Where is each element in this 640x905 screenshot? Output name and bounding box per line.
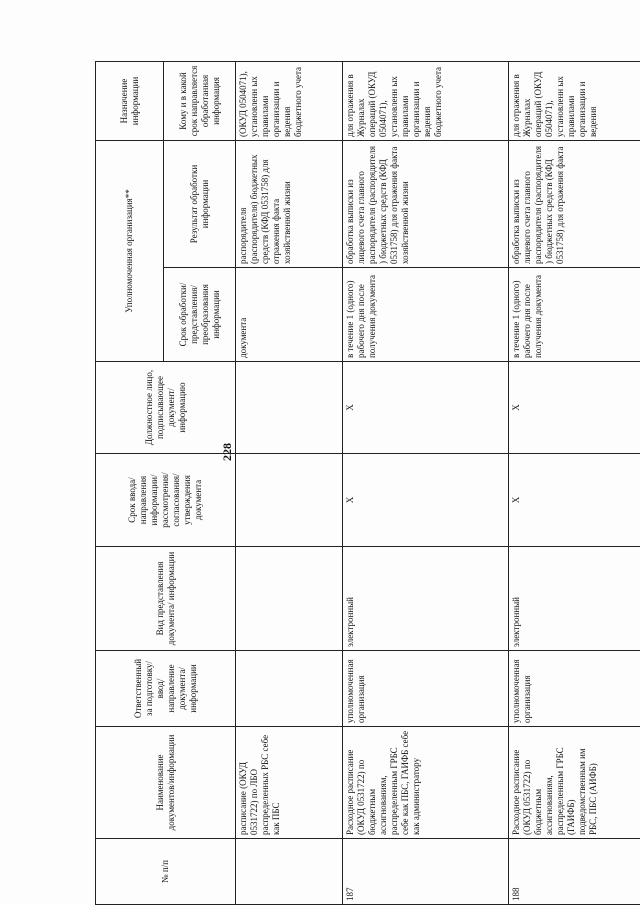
rotated-sheet bbox=[95, 0, 598, 905]
row-form: электронный bbox=[343, 547, 509, 651]
row-destination: для отражения в Журналах операций (ОКУД 0504071), установленн ых правилами организации и ведения бюджетного учета bbox=[343, 62, 509, 141]
row-signer: X bbox=[343, 362, 509, 454]
row-num: 187 bbox=[343, 839, 509, 905]
table-row bbox=[236, 62, 343, 905]
header-signer: Должностное лицо, подписывающее документ/ информацию bbox=[96, 362, 236, 454]
row-term: X bbox=[343, 454, 509, 547]
row-destination: для отражения в Журналах операций (ОКУД 0504071), установленн ых правилами организации и ведения bbox=[509, 62, 640, 141]
row-responsible: уполномоченная организация bbox=[509, 651, 640, 727]
document-table bbox=[95, 61, 640, 905]
row-destination: (ОКУД 0504071), установленн ых правилами организации и ведения бюджетного учета bbox=[236, 62, 343, 141]
header-organization: Уполномоченная организация** bbox=[96, 141, 164, 362]
row-term: X bbox=[509, 454, 640, 547]
header-num: № п/п bbox=[96, 839, 236, 905]
row-name: расписание (ОКУД 0531722) по ЛБО распределенных РБС себе как ПБС bbox=[236, 727, 343, 839]
row-proc-term: документа bbox=[236, 268, 343, 362]
header-name: Наименование документов/информации bbox=[96, 727, 236, 839]
row-responsible bbox=[236, 651, 343, 727]
header-responsible: Ответственный за подготовку/ ввод/ направление документа/ информации bbox=[96, 651, 236, 727]
row-name: Расходное расписание (ОКУД 0531722) по бюджетным ассигнованиям, распределенным ГРБС себе как ПБС, ГАИФБ себе как администратору bbox=[343, 727, 509, 839]
row-signer: X bbox=[509, 362, 640, 454]
row-proc-term: в течение 1 (одного) рабочего дня после получения документа bbox=[509, 268, 640, 362]
row-result: распорядителя (распорядителя) бюджетных средств (КФД 0531758) для отражения факта хозяйственной жизни bbox=[236, 141, 343, 268]
header-to-whom: Кому и в какой срок направляется обработанная информация bbox=[164, 62, 236, 141]
header-destination: Назначение информации bbox=[96, 62, 164, 141]
table-row bbox=[343, 62, 509, 905]
header-result: Результат обработки информации bbox=[164, 141, 236, 268]
row-signer bbox=[236, 362, 343, 454]
row-name: Расходное расписание (ОКУД 0531722) по бюджетным ассигнованиям, распределенным ГРБС (ГАИФБ) подведомственным им РБС, ПБС (АИФБ) bbox=[509, 727, 640, 839]
row-responsible: уполномоченная организация bbox=[343, 651, 509, 727]
header-row bbox=[96, 62, 164, 905]
page-number: 228 bbox=[220, 443, 234, 461]
header-proc-term: Срок обработки/ представления/ преобразования информации bbox=[164, 268, 236, 362]
row-form bbox=[236, 547, 343, 651]
row-result: обработка выписки из лицевого счета главного распорядителя (распорядителя ) бюджетных средств (КФД 0531758) для отражения факта хозяйственной жизни bbox=[343, 141, 509, 268]
row-result: обработка выписки из лицевого счета главного распорядителя (распорядителя ) бюджетных средств (КФД 0531758) для отражения факта bbox=[509, 141, 640, 268]
row-num bbox=[236, 839, 343, 905]
header-form: Вид представления документа/ информации bbox=[96, 547, 236, 651]
table-row bbox=[509, 62, 640, 905]
row-proc-term: в течение 1 (одного) рабочего дня после получения документа bbox=[343, 268, 509, 362]
row-num: 188 bbox=[509, 839, 640, 905]
row-term bbox=[236, 454, 343, 547]
row-form: электронный bbox=[509, 547, 640, 651]
header-term: Срок ввода/ направления информации/ рассмотрения/ согласования/ утверждения документа bbox=[96, 454, 236, 547]
